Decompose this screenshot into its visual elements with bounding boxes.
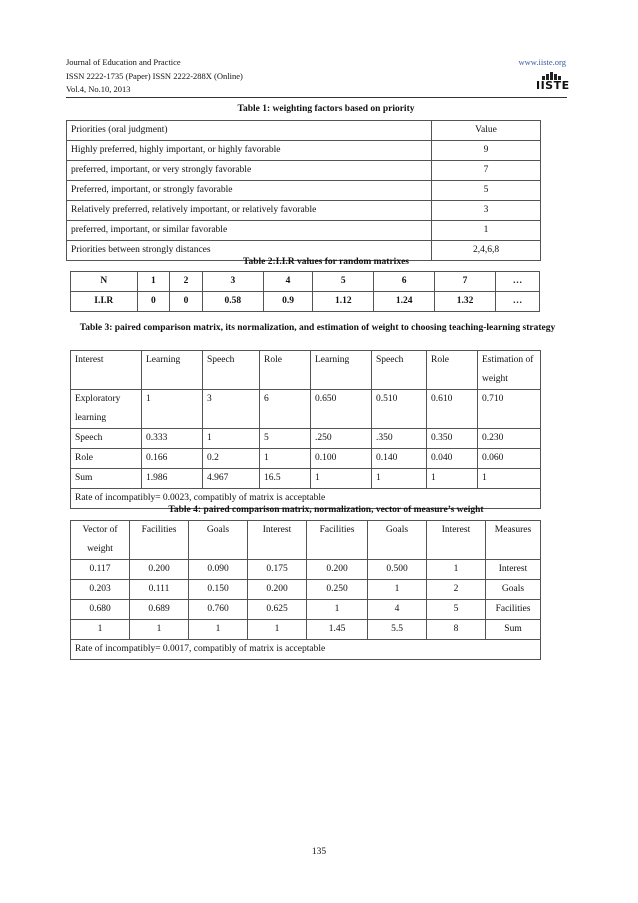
table-cell: Measures	[486, 521, 541, 560]
table-cell: preferred, important, or similar favorable	[67, 221, 432, 241]
table-cell: Goals	[368, 521, 427, 560]
table-cell: Sum	[71, 469, 142, 489]
table-cell: Role	[71, 449, 142, 469]
table-header-row	[71, 521, 541, 560]
table-cell: Highly preferred, highly important, or highly favorable	[67, 141, 432, 161]
table-cell: Facilities	[130, 521, 189, 560]
table-cell: 5	[313, 272, 374, 292]
table-cell: 4	[368, 600, 427, 620]
table-cell: 0	[137, 292, 170, 312]
table-cell: 1.986	[142, 469, 203, 489]
table-cell: 2	[427, 580, 486, 600]
table-row	[71, 600, 541, 620]
table-cell: 7	[435, 272, 496, 292]
journal-name: Journal of Education and Practice	[66, 57, 181, 67]
table-cell: 1.32	[435, 292, 496, 312]
table-cell: 0.111	[130, 580, 189, 600]
table-cell: 0.689	[130, 600, 189, 620]
table-cell: 1.24	[374, 292, 435, 312]
table-row	[67, 181, 541, 201]
table4	[70, 520, 541, 660]
table-cell: N	[71, 272, 138, 292]
table-cell: 1	[189, 620, 248, 640]
page-number: 135	[311, 847, 327, 857]
table-cell: 1	[478, 469, 541, 489]
table-cell: Value	[432, 121, 541, 141]
table-footer-row	[71, 640, 541, 660]
journal-url[interactable]: www.iiste.org	[518, 57, 566, 67]
table-cell: 0.625	[248, 600, 307, 620]
table-cell: 6	[374, 272, 435, 292]
table-cell: Facilities	[486, 600, 541, 620]
table-cell: Learning	[311, 351, 372, 390]
table-cell: Goals	[486, 580, 541, 600]
table-cell: 3	[202, 272, 263, 292]
table-cell: 0.610	[427, 390, 478, 429]
table-cell: 2,4,6,8	[432, 241, 541, 261]
table-cell: 1	[311, 469, 372, 489]
table-cell: Facilities	[307, 521, 368, 560]
table-cell: 0.100	[311, 449, 372, 469]
table-row	[71, 390, 541, 429]
table-cell: 3	[432, 201, 541, 221]
table-cell: 1	[427, 469, 478, 489]
table-cell: Role	[427, 351, 478, 390]
table-cell: 1.45	[307, 620, 368, 640]
table-cell: Exploratory learning	[71, 390, 142, 429]
table-cell: 0.500	[368, 560, 427, 580]
table-cell: 1	[368, 580, 427, 600]
table-cell: 0.175	[248, 560, 307, 580]
table-cell: 4	[263, 272, 313, 292]
table-row	[71, 580, 541, 600]
table-cell: Speech	[372, 351, 427, 390]
table-cell: Role	[260, 351, 311, 390]
table-cell: 1	[203, 429, 260, 449]
table-cell: Interest	[486, 560, 541, 580]
table-cell: Preferred, important, or strongly favorable	[67, 181, 432, 201]
table-row	[67, 141, 541, 161]
table-row	[67, 201, 541, 221]
table-cell: 9	[432, 141, 541, 161]
table-cell: Estimation of weight	[478, 351, 541, 390]
table-cell: 3	[203, 390, 260, 429]
table-row	[71, 620, 541, 640]
table-cell: 0	[170, 292, 203, 312]
table-cell: 8	[427, 620, 486, 640]
table-cell: 1	[142, 390, 203, 429]
table-cell: 0.510	[372, 390, 427, 429]
table-cell: 4.967	[203, 469, 260, 489]
table-cell: 0.090	[189, 560, 248, 580]
table-cell: Speech	[203, 351, 260, 390]
table-cell: 5.5	[368, 620, 427, 640]
table-header-row	[67, 121, 541, 141]
table-cell: 0.9	[263, 292, 313, 312]
table-cell: 0.230	[478, 429, 541, 449]
table-cell: 0.710	[478, 390, 541, 429]
table-cell: 1	[427, 560, 486, 580]
table-cell: 0.200	[307, 560, 368, 580]
table-cell: 0.060	[478, 449, 541, 469]
table-cell: 0.140	[372, 449, 427, 469]
table4-title: Table 4: paired comparison matrix, normalization, vector of measure’s weight	[168, 505, 484, 515]
table-cell: Vector of weight	[71, 521, 130, 560]
iiste-logo: IISTE	[536, 72, 566, 94]
table-cell: 0.333	[142, 429, 203, 449]
table-cell: Interest	[71, 351, 142, 390]
table-cell: Interest	[427, 521, 486, 560]
table-cell: 0.350	[427, 429, 478, 449]
table-cell: 0.117	[71, 560, 130, 580]
table-row	[67, 221, 541, 241]
table-cell: 5	[427, 600, 486, 620]
table-cell: preferred, important, or very strongly favorable	[67, 161, 432, 181]
table-cell: 1	[307, 600, 368, 620]
table2	[70, 271, 540, 312]
table-row	[67, 161, 541, 181]
table-cell: 0.166	[142, 449, 203, 469]
table-cell: .350	[372, 429, 427, 449]
table-cell: 1.12	[313, 292, 374, 312]
table-cell: 2	[170, 272, 203, 292]
table-cell: …	[495, 272, 539, 292]
table-cell: 0.2	[203, 449, 260, 469]
table-cell: 7	[432, 161, 541, 181]
table-cell: 0.203	[71, 580, 130, 600]
table-cell: 0.250	[307, 580, 368, 600]
table3-title: Table 3: paired comparison matrix, its normalization, and estimation of weight to choosing teaching-learning strategy	[79, 323, 556, 333]
table-cell: Learning	[142, 351, 203, 390]
table-cell: 0.040	[427, 449, 478, 469]
table-cell: 1	[432, 221, 541, 241]
table-cell: 5	[260, 429, 311, 449]
table-cell: 16.5	[260, 469, 311, 489]
table-cell: 5	[432, 181, 541, 201]
table-cell: 0.200	[130, 560, 189, 580]
table1	[66, 120, 541, 261]
table-cell: 0.58	[202, 292, 263, 312]
table-cell: .250	[311, 429, 372, 449]
table-cell: 1	[137, 272, 170, 292]
table-cell: 0.150	[189, 580, 248, 600]
table2-title: Table 2:I.I.R values for random matrixes	[243, 257, 409, 267]
table-row	[71, 292, 540, 312]
table-cell: 1	[260, 449, 311, 469]
table-row	[71, 469, 541, 489]
table3	[70, 350, 541, 509]
table-cell: 1	[248, 620, 307, 640]
table-cell: 0.760	[189, 600, 248, 620]
table-cell: …	[495, 292, 539, 312]
table-cell: Sum	[486, 620, 541, 640]
table-cell: 0.200	[248, 580, 307, 600]
table-cell: Interest	[248, 521, 307, 560]
table-cell: 1	[71, 620, 130, 640]
table-cell: 6	[260, 390, 311, 429]
journal-volume: Vol.4, No.10, 2013	[66, 84, 131, 94]
page-header	[66, 56, 570, 97]
table-cell: Priorities between strongly distances	[67, 241, 432, 261]
table4-footer: Rate of incompatibly= 0.0017, compatibly of matrix is acceptable	[71, 640, 541, 660]
table-cell: Goals	[189, 521, 248, 560]
table-cell: 0.650	[311, 390, 372, 429]
table-cell: I.I.R	[71, 292, 138, 312]
table-cell: 1	[372, 469, 427, 489]
table-cell: Speech	[71, 429, 142, 449]
header-rule	[66, 97, 567, 98]
table-cell: 1	[130, 620, 189, 640]
table-row	[71, 560, 541, 580]
table1-title: Table 1: weighting factors based on priority	[237, 104, 415, 114]
table-row	[71, 272, 540, 292]
table-header-row	[71, 351, 541, 390]
table3-footer: Rate of incompatibly= 0.0023, compatibly of matrix is acceptable	[71, 489, 541, 509]
table-row	[71, 429, 541, 449]
table-cell: Relatively preferred, relatively important, or relatively favorable	[67, 201, 432, 221]
table-cell: Priorities (oral judgment)	[67, 121, 432, 141]
journal-issn: ISSN 2222-1735 (Paper) ISSN 2222-288X (Online)	[66, 70, 243, 81]
table-row	[71, 449, 541, 469]
table-cell: 0.680	[71, 600, 130, 620]
